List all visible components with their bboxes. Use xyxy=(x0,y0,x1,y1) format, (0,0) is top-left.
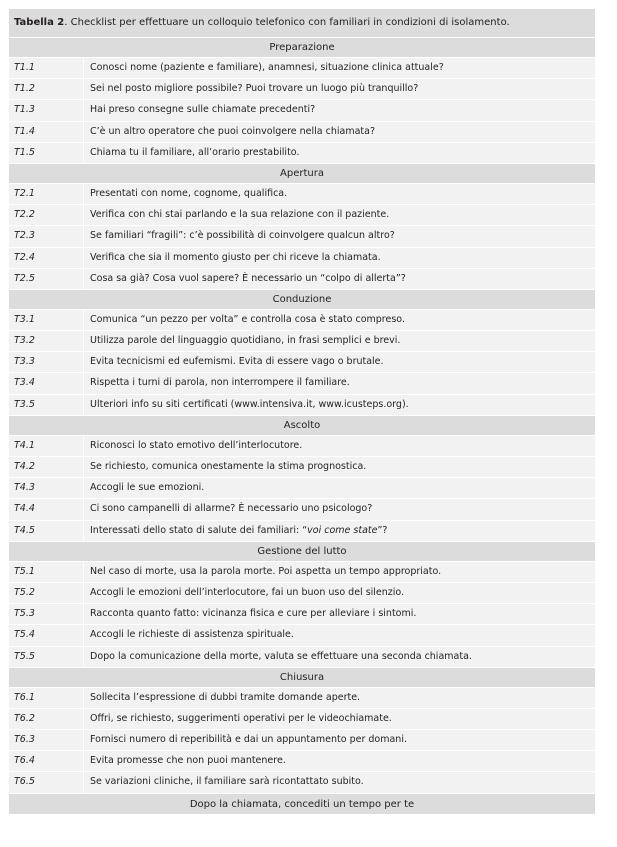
row-text xyxy=(84,310,595,330)
row-text xyxy=(84,373,595,393)
row-text xyxy=(84,647,595,667)
row-text xyxy=(84,269,595,289)
row-code: T2.1 xyxy=(9,184,84,204)
row-text-content: Presentati con nome, cognome, qualifica. xyxy=(90,187,288,199)
row-text-content: Sei nel posto migliore possibile? Puoi trovare un luogo più tranquillo? xyxy=(90,83,419,95)
section-header: Apertura xyxy=(9,163,595,183)
row-text-content: Verifica che sia il momento giusto per chi riceve la chiamata. xyxy=(90,251,381,263)
row-text-content: Rispetta i turni di parola, non interrompere il familiare. xyxy=(90,377,350,389)
table-row xyxy=(9,520,595,541)
row-code: T6.4 xyxy=(9,751,84,771)
row-text-content: Accogli le sue emozioni. xyxy=(90,482,205,494)
row-code: T2.5 xyxy=(9,269,84,289)
table-row xyxy=(9,456,595,477)
row-text-content: Comunica “un pezzo per volta” e controlla cosa è stato compreso. xyxy=(90,313,405,325)
row-text-content: Fornisci numero di reperibilità e dai un appuntamento per domani. xyxy=(90,734,407,746)
row-text xyxy=(84,772,595,792)
row-code: T5.5 xyxy=(9,647,84,667)
row-text-emphasis: voi come state xyxy=(307,524,378,536)
table-row xyxy=(9,582,595,603)
table-row xyxy=(9,771,595,792)
table-row xyxy=(9,99,595,120)
checklist-table xyxy=(9,9,595,814)
row-text-content: Accogli le emozioni dell’interlocutore, fai un buon uso del silenzio. xyxy=(90,586,405,598)
row-text-content: Conosci nome (paziente e familiare), anamnesi, situazione clinica attuale? xyxy=(90,62,444,73)
table-row xyxy=(9,57,595,78)
row-text xyxy=(84,79,595,99)
row-text xyxy=(84,562,595,582)
row-code: T5.2 xyxy=(9,583,84,603)
table-row xyxy=(9,204,595,225)
row-text xyxy=(84,457,595,477)
row-code: T2.4 xyxy=(9,248,84,268)
row-code: T5.4 xyxy=(9,625,84,645)
table-row xyxy=(9,268,595,289)
row-text-content: Verifica con chi stai parlando e la sua relazione con il paziente. xyxy=(90,209,390,221)
row-text xyxy=(84,625,595,645)
row-text-content: Hai preso consegne sulle chiamate precedenti? xyxy=(90,104,316,116)
table-row xyxy=(9,646,595,667)
row-text xyxy=(84,478,595,498)
row-text xyxy=(84,331,595,351)
table-row xyxy=(9,603,595,624)
table-row xyxy=(9,78,595,99)
row-code: T2.2 xyxy=(9,205,84,225)
row-text xyxy=(84,226,595,246)
row-text-end: ”? xyxy=(377,524,388,536)
row-code: T2.3 xyxy=(9,226,84,246)
row-text-content: Riconosci lo stato emotivo dell’interlocutore. xyxy=(90,439,303,451)
row-text-content: Se richiesto, comunica onestamente la stima prognostica. xyxy=(90,461,367,472)
row-text xyxy=(84,205,595,225)
table-row xyxy=(9,121,595,142)
row-code: T1.4 xyxy=(9,122,84,142)
row-text xyxy=(84,248,595,268)
row-text-content: Racconta quanto fatto: vicinanza fisica e cure per alleviare i sintomi. xyxy=(90,608,417,620)
table-row xyxy=(9,687,595,708)
table-row xyxy=(9,435,595,456)
row-code: T1.5 xyxy=(9,143,84,163)
row-code: T5.3 xyxy=(9,604,84,624)
row-code: T6.2 xyxy=(9,709,84,729)
row-text xyxy=(84,709,595,729)
section-header: Conduzione xyxy=(9,289,595,309)
row-text-content: Chiama tu il familiare, all’orario prestabilito. xyxy=(90,146,300,158)
row-text xyxy=(84,604,595,624)
row-text-content: C’è un altro operatore che puoi coinvolgere nella chiamata? xyxy=(90,125,375,137)
row-text xyxy=(84,521,595,541)
row-text-content: Sollecita l’espressione di dubbi tramite domande aperte. xyxy=(90,691,361,703)
table-row xyxy=(9,247,595,268)
row-text-content: Se variazioni cliniche, il familiare sarà ricontattato subito. xyxy=(90,776,364,788)
row-text-content: Accogli le richieste di assistenza spirituale. xyxy=(90,629,294,641)
row-text xyxy=(84,58,595,78)
row-text xyxy=(84,395,595,415)
table-row xyxy=(9,309,595,330)
row-text-content: Offri, se richiesto, suggerimenti operativi per le videochiamate. xyxy=(90,712,392,724)
row-code: T3.1 xyxy=(9,310,84,330)
row-text xyxy=(84,583,595,603)
table-row xyxy=(9,729,595,750)
row-text xyxy=(84,352,595,372)
sections-container xyxy=(9,37,595,793)
row-code: T1.2 xyxy=(9,79,84,99)
section-header: Preparazione xyxy=(9,37,595,57)
row-text-content: Se familiari “fragili”: c’è possibilità di coinvolgere qualcun altro? xyxy=(90,230,395,242)
table-row xyxy=(9,477,595,498)
section-header: Chiusura xyxy=(9,667,595,687)
row-code: T4.1 xyxy=(9,436,84,456)
table-row xyxy=(9,498,595,519)
table-footer: Dopo la chiamata, concediti un tempo per te xyxy=(9,793,595,814)
row-text xyxy=(84,100,595,120)
row-code: T3.2 xyxy=(9,331,84,351)
row-text-content: Interessati dello stato di salute dei familiari: “ xyxy=(90,524,308,536)
row-code: T4.5 xyxy=(9,521,84,541)
row-code: T3.5 xyxy=(9,395,84,415)
row-text xyxy=(84,122,595,142)
row-code: T4.2 xyxy=(9,457,84,477)
caption-text: . Checklist per effettuare un colloquio telefonico con familiari in condizioni di isolamento. xyxy=(64,17,510,28)
row-code: T4.4 xyxy=(9,499,84,519)
table-row xyxy=(9,750,595,771)
row-text-content: Utilizza parole del linguaggio quotidiano, in frasi semplici e brevi. xyxy=(90,335,401,347)
row-text xyxy=(84,143,595,163)
row-text-content: Nel caso di morte, usa la parola morte. Poi aspetta un tempo appropriato. xyxy=(90,565,442,577)
row-text-content: Evita promesse che non puoi mantenere. xyxy=(90,755,286,767)
table-row xyxy=(9,183,595,204)
caption-label: Tabella 2 xyxy=(14,17,65,28)
row-text xyxy=(84,184,595,204)
row-text xyxy=(84,730,595,750)
row-code: T6.3 xyxy=(9,730,84,750)
table-row xyxy=(9,561,595,582)
row-code: T1.1 xyxy=(9,58,84,78)
table-row xyxy=(9,394,595,415)
row-text xyxy=(84,751,595,771)
row-code: T6.1 xyxy=(9,688,84,708)
table-row xyxy=(9,708,595,729)
table-row xyxy=(9,330,595,351)
table-row xyxy=(9,142,595,163)
row-text xyxy=(84,436,595,456)
row-text-content: Ulteriori info su siti certificati (www.intensiva.it, www.icusteps.org). xyxy=(90,398,409,410)
table-row xyxy=(9,624,595,645)
row-code: T1.3 xyxy=(9,100,84,120)
row-text-content: Cosa sa già? Cosa vuol sapere? È necessario un “colpo di allerta”? xyxy=(90,272,406,284)
section-header: Ascolto xyxy=(9,415,595,435)
row-text xyxy=(84,499,595,519)
row-code: T3.4 xyxy=(9,373,84,393)
row-code: T5.1 xyxy=(9,562,84,582)
section-header: Gestione del lutto xyxy=(9,541,595,561)
row-text-content: Ci sono campanelli di allarme? È necessario uno psicologo? xyxy=(90,503,373,515)
row-text xyxy=(84,688,595,708)
table-row xyxy=(9,372,595,393)
table-row xyxy=(9,225,595,246)
row-code: T6.5 xyxy=(9,772,84,792)
row-text-content: Evita tecnicismi ed eufemismi. Evita di essere vago o brutale. xyxy=(90,356,384,368)
table-caption xyxy=(9,9,595,37)
row-code: T4.3 xyxy=(9,478,84,498)
table-row xyxy=(9,351,595,372)
row-text-content: Dopo la comunicazione della morte, valuta se effettuare una seconda chiamata. xyxy=(90,650,472,662)
row-code: T3.3 xyxy=(9,352,84,372)
